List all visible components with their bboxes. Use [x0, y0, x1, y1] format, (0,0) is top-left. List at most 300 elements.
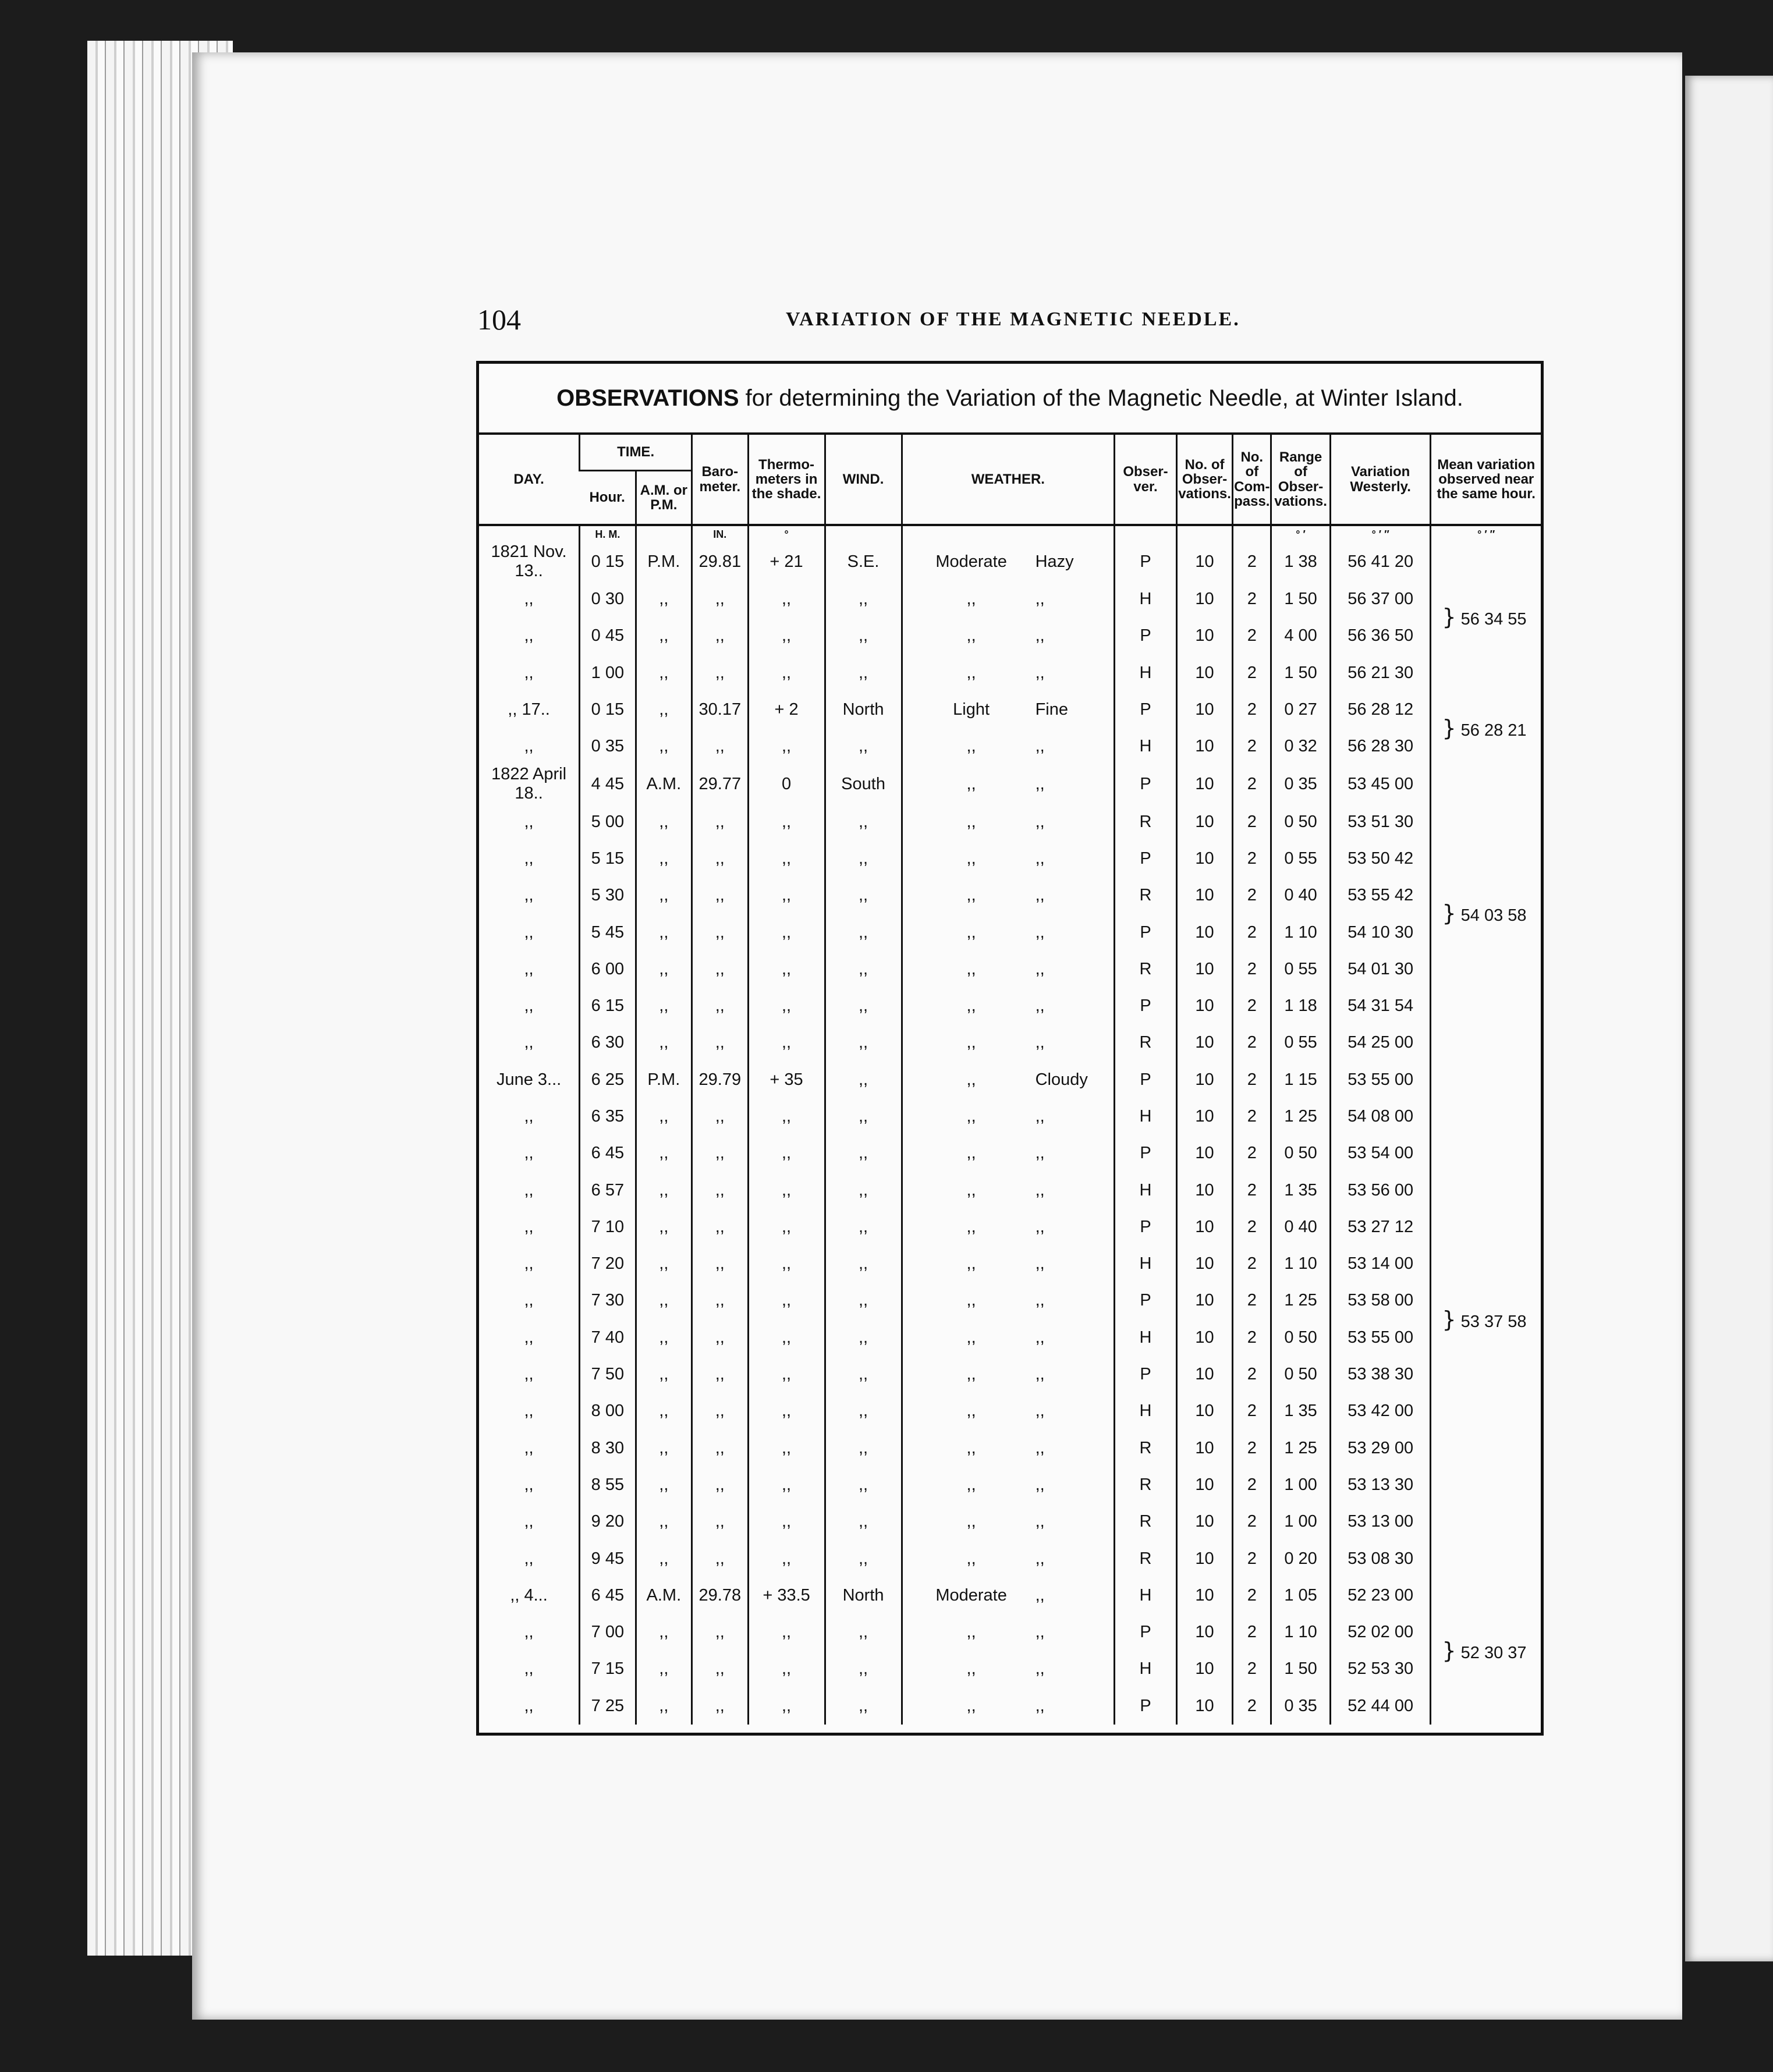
cell-observer: H	[1115, 1577, 1177, 1614]
running-title: VARIATION OF THE MAGNETIC NEEDLE.	[786, 308, 1240, 330]
weather-condition: ,,	[1035, 1623, 1045, 1642]
weather-condition: Cloudy	[1035, 1070, 1088, 1089]
cell-nobs: 10	[1176, 951, 1232, 988]
cell-baro: ,,	[692, 951, 748, 988]
cell-day: ,,	[524, 1623, 534, 1642]
cell-therm: ,,	[748, 914, 825, 950]
mean-variation-group	[1431, 691, 1541, 765]
cell-day: ,,	[524, 1217, 534, 1236]
cell-weather	[902, 951, 1115, 988]
cell-hour: 7 30	[580, 1282, 636, 1319]
cell-baro: ,,	[692, 1503, 748, 1540]
cell-wind: ,,	[825, 1098, 902, 1135]
unit-row	[479, 525, 1541, 542]
weather-condition: ,,	[1035, 923, 1045, 942]
weather-condition: ,,	[1035, 663, 1045, 682]
cell-baro: ,,	[692, 655, 748, 691]
table-row	[479, 1503, 1541, 1540]
cell-therm: ,,	[748, 840, 825, 877]
cell-hour: 0 30	[580, 581, 636, 618]
weather-condition: ,,	[1035, 1696, 1045, 1715]
cell-ncomp: 2	[1233, 1024, 1271, 1061]
cell-hour: 5 00	[580, 803, 636, 840]
cell-day: ,,	[524, 1254, 534, 1273]
cell-nobs: 10	[1176, 1135, 1232, 1172]
cell-nobs: 10	[1176, 691, 1232, 728]
cell-therm: 0	[748, 765, 825, 803]
cell-observer: R	[1115, 803, 1177, 840]
cell-baro: ,,	[692, 877, 748, 914]
cell-ampm: ,,	[636, 1393, 692, 1429]
cell-wind: ,,	[825, 1688, 902, 1725]
cell-baro: ,,	[692, 1209, 748, 1246]
cell-day: June 3...	[496, 1070, 562, 1089]
cell-therm: ,,	[748, 581, 825, 618]
mean-variation-group	[1431, 1062, 1541, 1577]
cell-range: 0 40	[1271, 1209, 1331, 1246]
cell-weather	[902, 1430, 1115, 1467]
cell-baro: ,,	[692, 1135, 748, 1172]
weather-wind-strength: ,,	[966, 1180, 976, 1200]
table-row	[479, 803, 1541, 840]
cell-nobs: 10	[1176, 618, 1232, 654]
cell-baro: ,,	[692, 988, 748, 1024]
cell-therm: ,,	[748, 728, 825, 765]
cell-variation: 56 28 12	[1330, 691, 1431, 728]
cell-observer: R	[1115, 1430, 1177, 1467]
table-row	[479, 581, 1541, 618]
weather-wind-strength: ,,	[966, 1402, 976, 1421]
table-row	[479, 1651, 1541, 1687]
cell-nobs: 10	[1176, 1577, 1232, 1614]
cell-therm: ,,	[748, 803, 825, 840]
cell-wind: ,,	[825, 1540, 902, 1577]
cell-variation: 52 02 00	[1330, 1614, 1431, 1651]
weather-condition: ,,	[1035, 1475, 1045, 1494]
cell-hour: 6 45	[580, 1577, 636, 1614]
table-row	[479, 1430, 1541, 1467]
cell-range: 0 20	[1271, 1540, 1331, 1577]
mean-variation-value: 56 28 21	[1460, 721, 1527, 740]
cell-wind: ,,	[825, 1172, 902, 1208]
cell-observer: H	[1115, 1098, 1177, 1135]
cell-ncomp: 2	[1233, 655, 1271, 691]
cell-weather	[902, 1393, 1115, 1429]
cell-nobs: 10	[1176, 988, 1232, 1024]
cell-wind: ,,	[825, 1393, 902, 1429]
cell-range: 0 55	[1271, 951, 1331, 988]
cell-baro: ,,	[692, 803, 748, 840]
unit-barometer: IN.	[692, 525, 748, 542]
cell-weather	[902, 542, 1115, 581]
cell-variation: 56 21 30	[1330, 655, 1431, 691]
cell-baro: ,,	[692, 1098, 748, 1135]
cell-observer: P	[1115, 1209, 1177, 1246]
cell-ncomp: 2	[1233, 1319, 1271, 1356]
cell-baro: ,,	[692, 1467, 748, 1503]
table-row	[479, 691, 1541, 728]
cell-weather	[902, 988, 1115, 1024]
cell-ampm: ,,	[636, 1503, 692, 1540]
cell-ncomp: 2	[1233, 542, 1271, 581]
cell-hour: 5 15	[580, 840, 636, 877]
mean-variation-value: 53 37 58	[1460, 1312, 1527, 1331]
cell-weather	[902, 728, 1115, 765]
weather-wind-strength: Light	[953, 700, 990, 719]
weather-wind-strength: ,,	[966, 996, 976, 1016]
cell-variation: 53 08 30	[1330, 1540, 1431, 1577]
cell-ncomp: 2	[1233, 877, 1271, 914]
cell-range: 0 40	[1271, 877, 1331, 914]
cell-hour: 7 00	[580, 1614, 636, 1651]
cell-ampm: ,,	[636, 1688, 692, 1725]
cell-therm: ,,	[748, 1135, 825, 1172]
cell-baro: ,,	[692, 1024, 748, 1061]
cell-hour: 5 30	[580, 877, 636, 914]
cell-day: ,,	[524, 1365, 534, 1384]
cell-nobs: 10	[1176, 1282, 1232, 1319]
cell-ampm: ,,	[636, 1098, 692, 1135]
cell-hour: 7 10	[580, 1209, 636, 1246]
cell-ampm: ,,	[636, 1614, 692, 1651]
cell-ncomp: 2	[1233, 1135, 1271, 1172]
cell-ncomp: 2	[1233, 691, 1271, 728]
cell-ampm: ,,	[636, 1651, 692, 1687]
weather-wind-strength: ,,	[966, 590, 976, 609]
cell-range: 1 05	[1271, 1577, 1331, 1614]
table-row	[479, 1172, 1541, 1208]
weather-condition: ,,	[1035, 774, 1045, 793]
cell-variation: 53 13 00	[1330, 1503, 1431, 1540]
cell-variation: 56 37 00	[1330, 581, 1431, 618]
table-row	[479, 1062, 1541, 1098]
cell-nobs: 10	[1176, 1098, 1232, 1135]
cell-therm: + 35	[748, 1062, 825, 1098]
cell-nobs: 10	[1176, 542, 1232, 581]
cell-weather	[902, 1540, 1115, 1577]
cell-observer: P	[1115, 542, 1177, 581]
weather-condition: ,,	[1035, 626, 1045, 645]
next-page	[1685, 76, 1773, 1961]
header-hour: Hour.	[580, 471, 636, 526]
weather-wind-strength: ,,	[966, 774, 976, 793]
weather-condition: Hazy	[1035, 552, 1074, 571]
cell-range: 0 55	[1271, 1024, 1331, 1061]
cell-weather	[902, 1135, 1115, 1172]
cell-observer: P	[1115, 618, 1177, 654]
cell-nobs: 10	[1176, 728, 1232, 765]
cell-weather	[902, 655, 1115, 691]
cell-day: ,,	[524, 1291, 534, 1310]
cell-wind: ,,	[825, 1282, 902, 1319]
cell-wind: ,,	[825, 1614, 902, 1651]
mean-variation-value: 54 03 58	[1460, 906, 1527, 925]
cell-wind: ,,	[825, 840, 902, 877]
cell-range: 0 50	[1271, 1319, 1331, 1356]
weather-wind-strength: ,,	[966, 886, 976, 905]
weather-wind-strength: ,,	[966, 1217, 976, 1236]
cell-therm: + 2	[748, 691, 825, 728]
cell-weather	[902, 1282, 1115, 1319]
cell-day: ,,	[524, 1402, 534, 1421]
cell-observer: H	[1115, 728, 1177, 765]
cell-day: ,,	[524, 1144, 534, 1163]
cell-weather	[902, 1098, 1115, 1135]
unit-num-observations	[1176, 525, 1232, 542]
cell-range: 0 32	[1271, 728, 1331, 765]
cell-baro: 29.77	[692, 765, 748, 803]
cell-baro: 29.79	[692, 1062, 748, 1098]
cell-weather	[902, 1024, 1115, 1061]
cell-ncomp: 2	[1233, 728, 1271, 765]
brace-icon: }	[1442, 604, 1456, 630]
cell-nobs: 10	[1176, 1614, 1232, 1651]
cell-ncomp: 2	[1233, 1098, 1271, 1135]
table-row	[479, 1540, 1541, 1577]
weather-wind-strength: ,,	[966, 1328, 976, 1347]
cell-therm: ,,	[748, 1430, 825, 1467]
header-thermometer: Thermo-meters in the shade.	[748, 435, 825, 525]
cell-wind: ,,	[825, 1430, 902, 1467]
cell-variation: 52 23 00	[1330, 1577, 1431, 1614]
page-number: 104	[477, 303, 521, 336]
cell-day: ,, 17..	[508, 700, 550, 719]
cell-therm: + 21	[748, 542, 825, 581]
cell-variation: 53 27 12	[1330, 1209, 1431, 1246]
cell-variation: 56 36 50	[1330, 618, 1431, 654]
cell-ampm: ,,	[636, 1246, 692, 1282]
cell-baro: ,,	[692, 1282, 748, 1319]
cell-hour: 8 30	[580, 1430, 636, 1467]
cell-observer: P	[1115, 840, 1177, 877]
cell-ncomp: 2	[1233, 1503, 1271, 1540]
cell-range: 1 00	[1271, 1467, 1331, 1503]
cell-observer: H	[1115, 1246, 1177, 1282]
table-row	[479, 1098, 1541, 1135]
cell-weather	[902, 1651, 1115, 1687]
cell-wind: ,,	[825, 581, 902, 618]
weather-wind-strength: ,,	[966, 1291, 976, 1310]
cell-observer: P	[1115, 988, 1177, 1024]
table-row	[479, 1577, 1541, 1614]
cell-hour: 5 45	[580, 914, 636, 950]
cell-day: ,,	[524, 959, 534, 978]
header-day: DAY.	[479, 435, 580, 525]
cell-ampm: ,,	[636, 988, 692, 1024]
cell-hour: 1 00	[580, 655, 636, 691]
weather-condition: ,,	[1035, 1512, 1045, 1531]
cell-baro: 30.17	[692, 691, 748, 728]
cell-ampm: ,,	[636, 1430, 692, 1467]
cell-hour: 4 45	[580, 765, 636, 803]
cell-range: 1 10	[1271, 1614, 1331, 1651]
unit-day	[479, 525, 580, 542]
cell-wind: ,,	[825, 803, 902, 840]
cell-ncomp: 2	[1233, 765, 1271, 803]
cell-range: 0 50	[1271, 1356, 1331, 1393]
weather-wind-strength: ,,	[966, 1438, 976, 1457]
cell-day: ,,	[524, 1659, 534, 1679]
cell-nobs: 10	[1176, 1246, 1232, 1282]
cell-wind: ,,	[825, 1467, 902, 1503]
weather-condition: ,,	[1035, 812, 1045, 831]
cell-nobs: 10	[1176, 1467, 1232, 1503]
cell-range: 0 27	[1271, 691, 1331, 728]
cell-variation: 53 38 30	[1330, 1356, 1431, 1393]
cell-ncomp: 2	[1233, 988, 1271, 1024]
cell-baro: ,,	[692, 1356, 748, 1393]
cell-baro: ,,	[692, 1172, 748, 1208]
cell-baro: ,,	[692, 1540, 748, 1577]
cell-weather	[902, 1614, 1115, 1651]
cell-hour: 6 45	[580, 1135, 636, 1172]
cell-ampm: ,,	[636, 951, 692, 988]
cell-day: ,,	[524, 886, 534, 905]
weather-wind-strength: ,,	[966, 1696, 976, 1715]
cell-ampm: ,,	[636, 618, 692, 654]
cell-wind: North	[825, 691, 902, 728]
cell-wind: South	[825, 765, 902, 803]
cell-ncomp: 2	[1233, 1688, 1271, 1725]
weather-wind-strength: ,,	[966, 1549, 976, 1568]
cell-ncomp: 2	[1233, 1540, 1271, 1577]
header-time: TIME.	[580, 435, 692, 471]
cell-day: ,,	[524, 1107, 534, 1126]
cell-hour: 6 57	[580, 1172, 636, 1208]
cell-observer: P	[1115, 1282, 1177, 1319]
cell-weather	[902, 877, 1115, 914]
cell-hour: 7 25	[580, 1688, 636, 1725]
cell-baro: ,,	[692, 914, 748, 950]
cell-baro: ,,	[692, 581, 748, 618]
unit-wind	[825, 525, 902, 542]
cell-weather	[902, 840, 1115, 877]
cell-observer: H	[1115, 655, 1177, 691]
weather-condition: ,,	[1035, 1402, 1045, 1421]
weather-condition: Fine	[1035, 700, 1068, 719]
cell-observer: P	[1115, 914, 1177, 950]
cell-wind: ,,	[825, 1246, 902, 1282]
cell-observer: H	[1115, 1172, 1177, 1208]
cell-ampm: A.M.	[636, 765, 692, 803]
cell-ncomp: 2	[1233, 914, 1271, 950]
cell-day: ,,	[524, 812, 534, 831]
cell-variation: 54 10 30	[1330, 914, 1431, 950]
cell-nobs: 10	[1176, 1503, 1232, 1540]
cell-day: ,,	[524, 923, 534, 942]
cell-range: 1 10	[1271, 1246, 1331, 1282]
cell-day: ,,	[524, 663, 534, 682]
unit-variation: ° ′ ″	[1330, 525, 1431, 542]
cell-variation: 54 25 00	[1330, 1024, 1431, 1061]
cell-wind: ,,	[825, 655, 902, 691]
weather-wind-strength: ,,	[966, 1659, 976, 1679]
unit-thermometer: °	[748, 525, 825, 542]
cell-therm: ,,	[748, 1393, 825, 1429]
cell-nobs: 10	[1176, 1319, 1232, 1356]
cell-nobs: 10	[1176, 877, 1232, 914]
cell-therm: ,,	[748, 1614, 825, 1651]
cell-therm: ,,	[748, 1209, 825, 1246]
cell-ampm: ,,	[636, 1467, 692, 1503]
cell-variation: 53 50 42	[1330, 840, 1431, 877]
cell-day: ,,	[524, 1328, 534, 1347]
cell-therm: ,,	[748, 618, 825, 654]
cell-nobs: 10	[1176, 840, 1232, 877]
cell-baro: ,,	[692, 840, 748, 877]
cell-nobs: 10	[1176, 1209, 1232, 1246]
cell-range: 1 50	[1271, 655, 1331, 691]
cell-observer: R	[1115, 951, 1177, 988]
cell-hour: 0 45	[580, 618, 636, 654]
weather-wind-strength: ,,	[966, 1107, 976, 1126]
cell-observer: P	[1115, 1135, 1177, 1172]
cell-weather	[902, 1319, 1115, 1356]
cell-weather	[902, 765, 1115, 803]
cell-baro: ,,	[692, 1688, 748, 1725]
cell-weather	[902, 581, 1115, 618]
cell-wind: ,,	[825, 728, 902, 765]
cell-variation: 56 41 20	[1330, 542, 1431, 581]
cell-ampm: ,,	[636, 728, 692, 765]
cell-baro: 29.78	[692, 1577, 748, 1614]
weather-wind-strength: ,,	[966, 1070, 976, 1089]
brace-icon: }	[1442, 1638, 1456, 1664]
cell-range: 0 50	[1271, 803, 1331, 840]
cell-day: ,,	[524, 1512, 534, 1531]
cell-ampm: ,,	[636, 914, 692, 950]
cell-range: 1 00	[1271, 1503, 1331, 1540]
cell-nobs: 10	[1176, 1062, 1232, 1098]
cell-observer: H	[1115, 1651, 1177, 1687]
cell-range: 1 35	[1271, 1393, 1331, 1429]
cell-ncomp: 2	[1233, 1393, 1271, 1429]
cell-ampm: ,,	[636, 1135, 692, 1172]
table-row	[479, 951, 1541, 988]
cell-hour: 0 15	[580, 542, 636, 581]
cell-day: 1822 April 18..	[491, 765, 567, 803]
weather-condition: ,,	[1035, 959, 1045, 978]
cell-ampm: ,,	[636, 1319, 692, 1356]
weather-condition: ,,	[1035, 1585, 1045, 1605]
cell-weather	[902, 618, 1115, 654]
cell-ampm: ,,	[636, 1282, 692, 1319]
cell-baro: ,,	[692, 1430, 748, 1467]
cell-range: 1 25	[1271, 1430, 1331, 1467]
cell-wind: ,,	[825, 1356, 902, 1393]
table-row	[479, 1356, 1541, 1393]
cell-observer: R	[1115, 1467, 1177, 1503]
weather-condition: ,,	[1035, 1107, 1045, 1126]
unit-weather	[902, 525, 1115, 542]
cell-wind: ,,	[825, 1209, 902, 1246]
cell-range: 1 35	[1271, 1172, 1331, 1208]
weather-condition: ,,	[1035, 1328, 1045, 1347]
caption-rest: for determining the Variation of the Magnetic Needle, at Winter Island.	[739, 385, 1463, 411]
cell-range: 0 35	[1271, 1688, 1331, 1725]
cell-observer: P	[1115, 1356, 1177, 1393]
unit-num-compass	[1233, 525, 1271, 542]
cell-therm: ,,	[748, 1540, 825, 1577]
cell-hour: 6 00	[580, 951, 636, 988]
cell-ampm: ,,	[636, 1172, 692, 1208]
cell-hour: 8 55	[580, 1467, 636, 1503]
mean-variation-value: 52 30 37	[1460, 1644, 1527, 1663]
cell-ampm: ,,	[636, 840, 692, 877]
cell-ncomp: 2	[1233, 1467, 1271, 1503]
cell-variation: 52 44 00	[1330, 1688, 1431, 1725]
cell-baro: ,,	[692, 618, 748, 654]
